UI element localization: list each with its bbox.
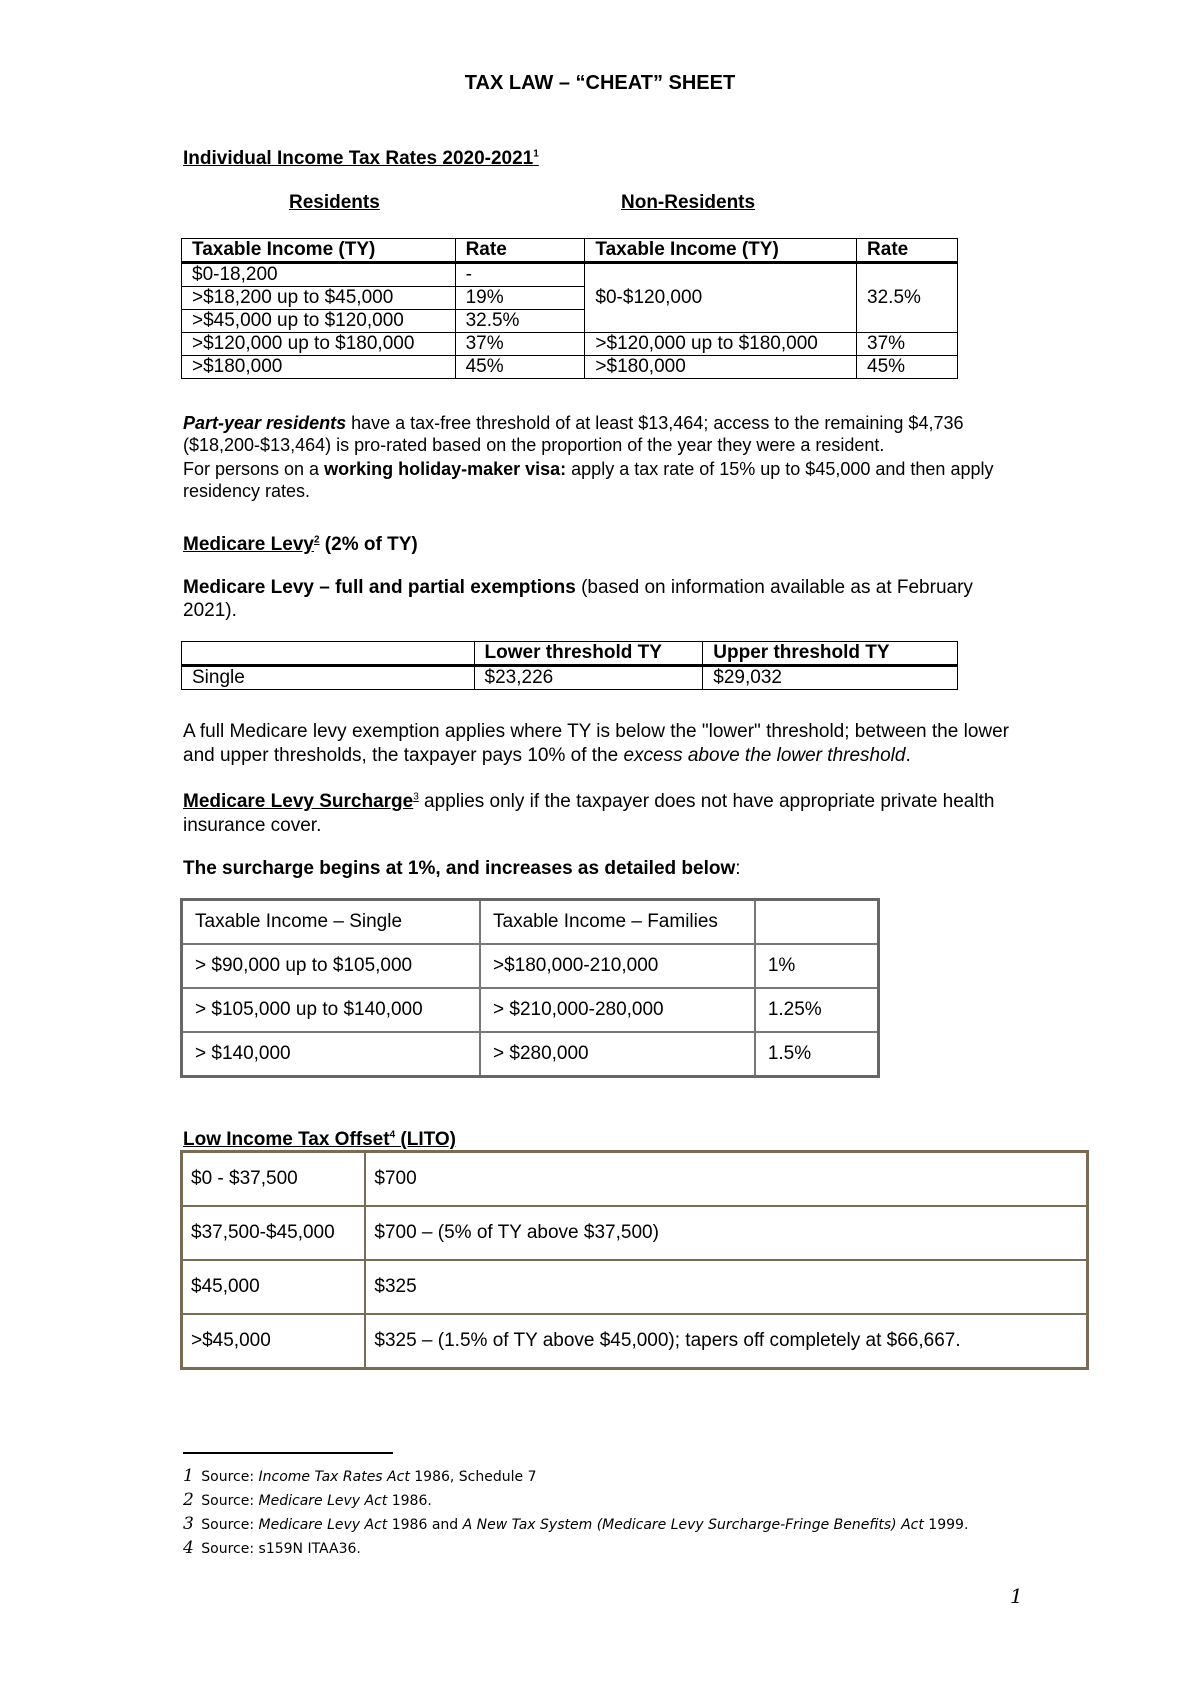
- header-cell: Lower threshold TY: [474, 642, 703, 666]
- page-title: TAX LAW – “CHEAT” SHEET: [464, 72, 736, 94]
- table-cell: >$120,000 up to $180,000: [585, 333, 857, 356]
- header-cell: Upper threshold TY: [703, 642, 958, 666]
- header-cell: Rate: [857, 239, 958, 263]
- table-row: [182, 944, 879, 988]
- part-year-paragraph: Part-year residents have a tax-free threshold of at least $13,464; access to the remaining $4,736 ($18,200-$13,464) is pro-rated based on the proportion of the year they were a resident.: [183, 413, 964, 455]
- surcharge-paragraph: Medicare Levy Surcharge$^3$ applies only if the taxpayer does not have appropriate private health insurance cover.: [183, 791, 995, 836]
- table-cell: >$45,000: [182, 1314, 366, 1369]
- table-row: [182, 1032, 879, 1077]
- table-cell: >$120,000 up to $180,000: [182, 333, 456, 356]
- nonresidents-label: Non-Residents: [621, 192, 756, 213]
- page-number: 1: [1010, 1584, 1023, 1608]
- footnote-4: 4 Source: s159N ITAA36.: [183, 1538, 361, 1558]
- footnote-ref-4: 4: [389, 1129, 396, 1141]
- medicare-exemptions-paragraph: Medicare Levy – full and partial exemptions (based on information available as at February 2021).: [183, 577, 973, 621]
- medicare-threshold-table: [181, 641, 958, 690]
- table-cell: 37%: [857, 333, 958, 356]
- header-cell: Taxable Income (TY): [182, 239, 456, 263]
- footnote-1: 1 Source: Income Tax Rates Act 1986, Schedule 7: [183, 1466, 537, 1486]
- table-row: [182, 1260, 1088, 1314]
- table-cell: $45,000: [182, 1260, 366, 1314]
- lito-heading: Low Income Tax Offset$^4$ (LITO): [183, 1129, 456, 1150]
- table-header-row: [182, 642, 958, 666]
- footnote-ref-1: 1: [533, 148, 539, 160]
- table-cell: $0-$120,000: [585, 263, 857, 333]
- table-cell: Taxable Income – Families: [480, 900, 755, 945]
- medicare-explanation-paragraph: A full Medicare levy exemption applies where TY is below the "lower" threshold; between the lower and upper thresholds, the taxpayer pays 10% of the excess above the lower threshold.: [183, 721, 1009, 766]
- footnote-ref-2: 2: [313, 534, 320, 546]
- table-cell: 1%: [755, 944, 879, 988]
- footnote-ref-3: 3: [413, 791, 419, 803]
- table-cell: [755, 900, 879, 945]
- table-cell: 37%: [455, 333, 585, 356]
- table-row: [182, 263, 958, 287]
- surcharge-intro: The surcharge begins at 1%, and increases as detailed below:: [183, 858, 741, 879]
- table-cell: $29,032: [703, 666, 958, 690]
- table-cell: Taxable Income – Single: [182, 900, 481, 945]
- table-header-row: [182, 239, 958, 263]
- surcharge-table: [180, 898, 880, 1078]
- table-cell: $23,226: [474, 666, 703, 690]
- table-cell: 32.5%: [857, 263, 958, 333]
- individual-tax-heading: Individual Income Tax Rates 2020-2021$^1$: [183, 148, 539, 169]
- table-cell: >$180,000-210,000: [480, 944, 755, 988]
- footnote-separator: [183, 1452, 393, 1454]
- table-cell: $0-18,200: [182, 263, 456, 287]
- table-cell: $700 – (5% of TY above $37,500): [365, 1206, 1087, 1260]
- individual-tax-table: [181, 238, 958, 379]
- whm-paragraph: For persons on a working holiday-maker visa: apply a tax rate of 15% up to $45,000 and then apply residency rates.: [183, 459, 994, 501]
- table-cell: >$180,000: [585, 356, 857, 379]
- table-cell: >$18,200 up to $45,000: [182, 287, 456, 310]
- table-row: [182, 333, 958, 356]
- residents-label: Residents: [289, 192, 380, 213]
- table-cell: >$180,000: [182, 356, 456, 379]
- header-cell: Rate: [455, 239, 585, 263]
- table-cell: 32.5%: [455, 310, 585, 333]
- table-cell: 19%: [455, 287, 585, 310]
- table-row: [182, 356, 958, 379]
- table-cell: $325: [365, 1260, 1087, 1314]
- table-cell: $37,500-$45,000: [182, 1206, 366, 1260]
- table-cell: 45%: [455, 356, 585, 379]
- table-cell: >$45,000 up to $120,000: [182, 310, 456, 333]
- table-cell: > $210,000-280,000: [480, 988, 755, 1032]
- table-cell: $0 - $37,500: [182, 1152, 366, 1207]
- table-row: [182, 988, 879, 1032]
- table-cell: > $105,000 up to $140,000: [182, 988, 481, 1032]
- footnote-3: 3 Source: Medicare Levy Act 1986 and A New Tax System (Medicare Levy Surcharge-Fringe Benefits) Act 1999.: [183, 1514, 969, 1534]
- medicare-levy-heading: Medicare Levy$^2$ (2% of TY): [183, 534, 418, 555]
- table-row: [182, 666, 958, 690]
- table-cell: -: [455, 263, 585, 287]
- table-cell: $700: [365, 1152, 1087, 1207]
- footnote-2: 2 Source: Medicare Levy Act 1986.: [183, 1490, 432, 1510]
- table-row: [182, 900, 879, 945]
- table-cell: 45%: [857, 356, 958, 379]
- header-cell: Taxable Income (TY): [585, 239, 857, 263]
- table-cell: > $280,000: [480, 1032, 755, 1077]
- lito-table: [180, 1150, 1089, 1370]
- header-cell: [182, 642, 475, 666]
- table-row: [182, 1206, 1088, 1260]
- table-row: [182, 1314, 1088, 1369]
- table-row: [182, 1152, 1088, 1207]
- table-cell: Single: [182, 666, 475, 690]
- table-cell: > $140,000: [182, 1032, 481, 1077]
- table-cell: $325 – (1.5% of TY above $45,000); tapers off completely at $66,667.: [365, 1314, 1087, 1369]
- table-cell: > $90,000 up to $105,000: [182, 944, 481, 988]
- table-cell: 1.5%: [755, 1032, 879, 1077]
- table-cell: 1.25%: [755, 988, 879, 1032]
